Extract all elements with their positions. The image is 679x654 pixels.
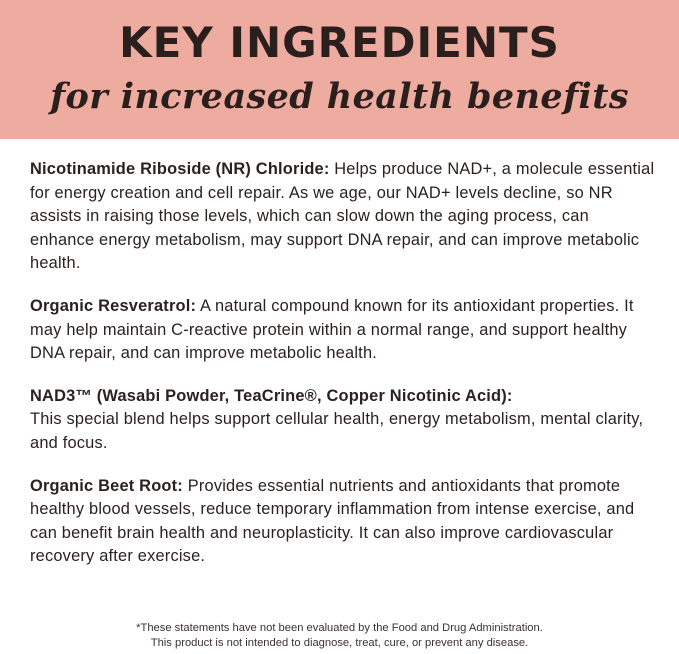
page-title: KEY INGREDIENTS <box>119 18 560 67</box>
ingredient-description: A natural compound known for its antioxidant properties. It may help maintain C-reactive protein within a normal range, and support healthy DNA repair, and can improve metabolic health. <box>30 296 634 363</box>
ingredient-description: This special blend helps support cellular health, energy metabolism, mental clarity, and focus. <box>30 410 644 452</box>
ingredient-organic-resveratrol <box>30 295 655 366</box>
disclaimer-line-2: This product is not intended to diagnose, treat, cure, or prevent any disease. <box>150 637 529 649</box>
ingredient-description: Provides essential nutrients and antioxidants that promote healthy blood vessels, reduce temporary inflammation from intense exercise, and can benefit brain health and neuroplasticity. It can also improve cardiovascular recovery after exercise. <box>30 476 635 566</box>
ingredient-description: Helps produce NAD+, a molecule essential for energy creation and cell repair. As we age, our NAD+ levels decline, so NR assists in raising those levels, which can slow down the aging process, can enhance energy metabolism, may support DNA repair, and can improve metabolic health. <box>30 160 655 273</box>
ingredient-organic-beet-root <box>30 475 655 569</box>
fda-disclaimer <box>0 621 679 651</box>
ingredient-nicotinamide-riboside <box>30 158 655 276</box>
ingredient-nad3-blend <box>30 385 655 456</box>
page-subtitle: for increased health benefits <box>50 76 629 117</box>
ingredient-name: NAD3™ (Wasabi Powder, TeaCrine®, Copper Nicotinic Acid): <box>30 386 513 405</box>
ingredients-list <box>30 158 655 569</box>
ingredient-name: Organic Beet Root: <box>30 476 183 495</box>
ingredient-name: Nicotinamide Riboside (NR) Chloride: <box>30 160 330 178</box>
disclaimer-line-1: *These statements have not been evaluated by the Food and Drug Administration. <box>136 622 543 634</box>
ingredient-name: Organic Resveratrol: <box>30 296 197 315</box>
header-banner <box>0 0 679 139</box>
